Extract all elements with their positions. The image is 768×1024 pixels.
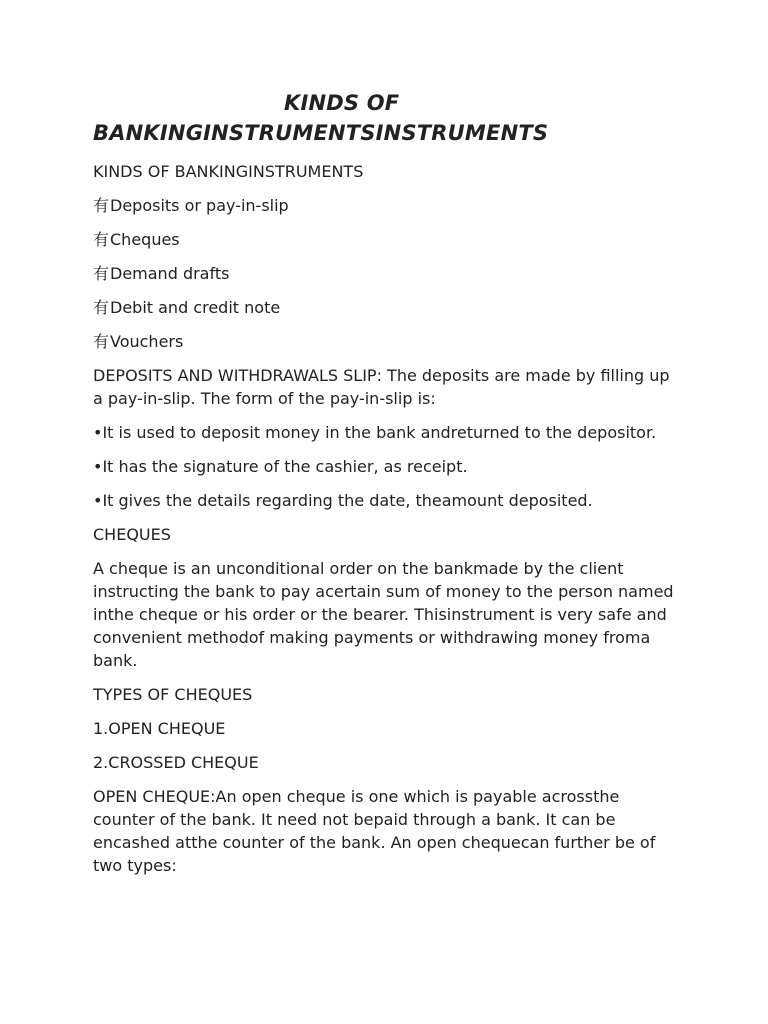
list-item <box>93 296 683 319</box>
list-item-text: Cheques <box>110 230 180 249</box>
list-item-text: Demand drafts <box>110 264 230 283</box>
list-bullet-glyph: 有 <box>93 298 110 317</box>
list-item-text: Vouchers <box>110 332 184 351</box>
deposit-point: •It is used to deposit money in the bank andreturned to the depositor. <box>93 423 657 442</box>
title-line-2: BANKINGINSTRUMENTSINSTRUMENTS <box>93 121 549 145</box>
list-item <box>93 228 683 251</box>
list-bullet-glyph: 有 <box>93 332 110 351</box>
list-item-text: Deposits or pay-in-slip <box>110 196 289 215</box>
list-bullet-glyph: 有 <box>93 196 110 215</box>
deposits-paragraph: DEPOSITS AND WITHDRAWALS SLIP: The deposits are made by filling up a pay-in-slip. The form of the pay-in-slip is: <box>93 366 670 408</box>
deposit-point: •It has the signature of the cashier, as receipt. <box>93 457 468 476</box>
list-item-text: Debit and credit note <box>110 298 281 317</box>
document-title <box>93 88 683 148</box>
list-item <box>93 330 683 353</box>
cheques-paragraph: A cheque is an unconditional order on the bankmade by the client instructing the bank to pay acertain sum of money to the person named inthe cheque or his order or the bearer. Thisinstrument is very safe and convenient methodof making payments or withdrawing money froma bank. <box>93 559 674 670</box>
intro-heading: KINDS OF BANKINGINSTRUMENTS <box>93 162 364 181</box>
title-line-1: KINDS OF <box>284 91 400 115</box>
open-cheque-paragraph: OPEN CHEQUE:An open cheque is one which is payable acrossthe counter of the bank. It need not bepaid through a bank. It can be encashed atthe counter of the bank. An open chequecan further be of two types: <box>93 787 656 875</box>
types-heading: TYPES OF CHEQUES <box>93 685 253 704</box>
cheques-heading: CHEQUES <box>93 525 171 544</box>
list-item <box>93 262 683 285</box>
document-page <box>93 88 683 888</box>
list-bullet-glyph: 有 <box>93 264 110 283</box>
cheque-type-item: 1.OPEN CHEQUE <box>93 719 226 738</box>
deposit-point: •It gives the details regarding the date, theamount deposited. <box>93 491 593 510</box>
list-item <box>93 194 683 217</box>
list-bullet-glyph: 有 <box>93 230 110 249</box>
cheque-type-item: 2.CROSSED CHEQUE <box>93 753 259 772</box>
